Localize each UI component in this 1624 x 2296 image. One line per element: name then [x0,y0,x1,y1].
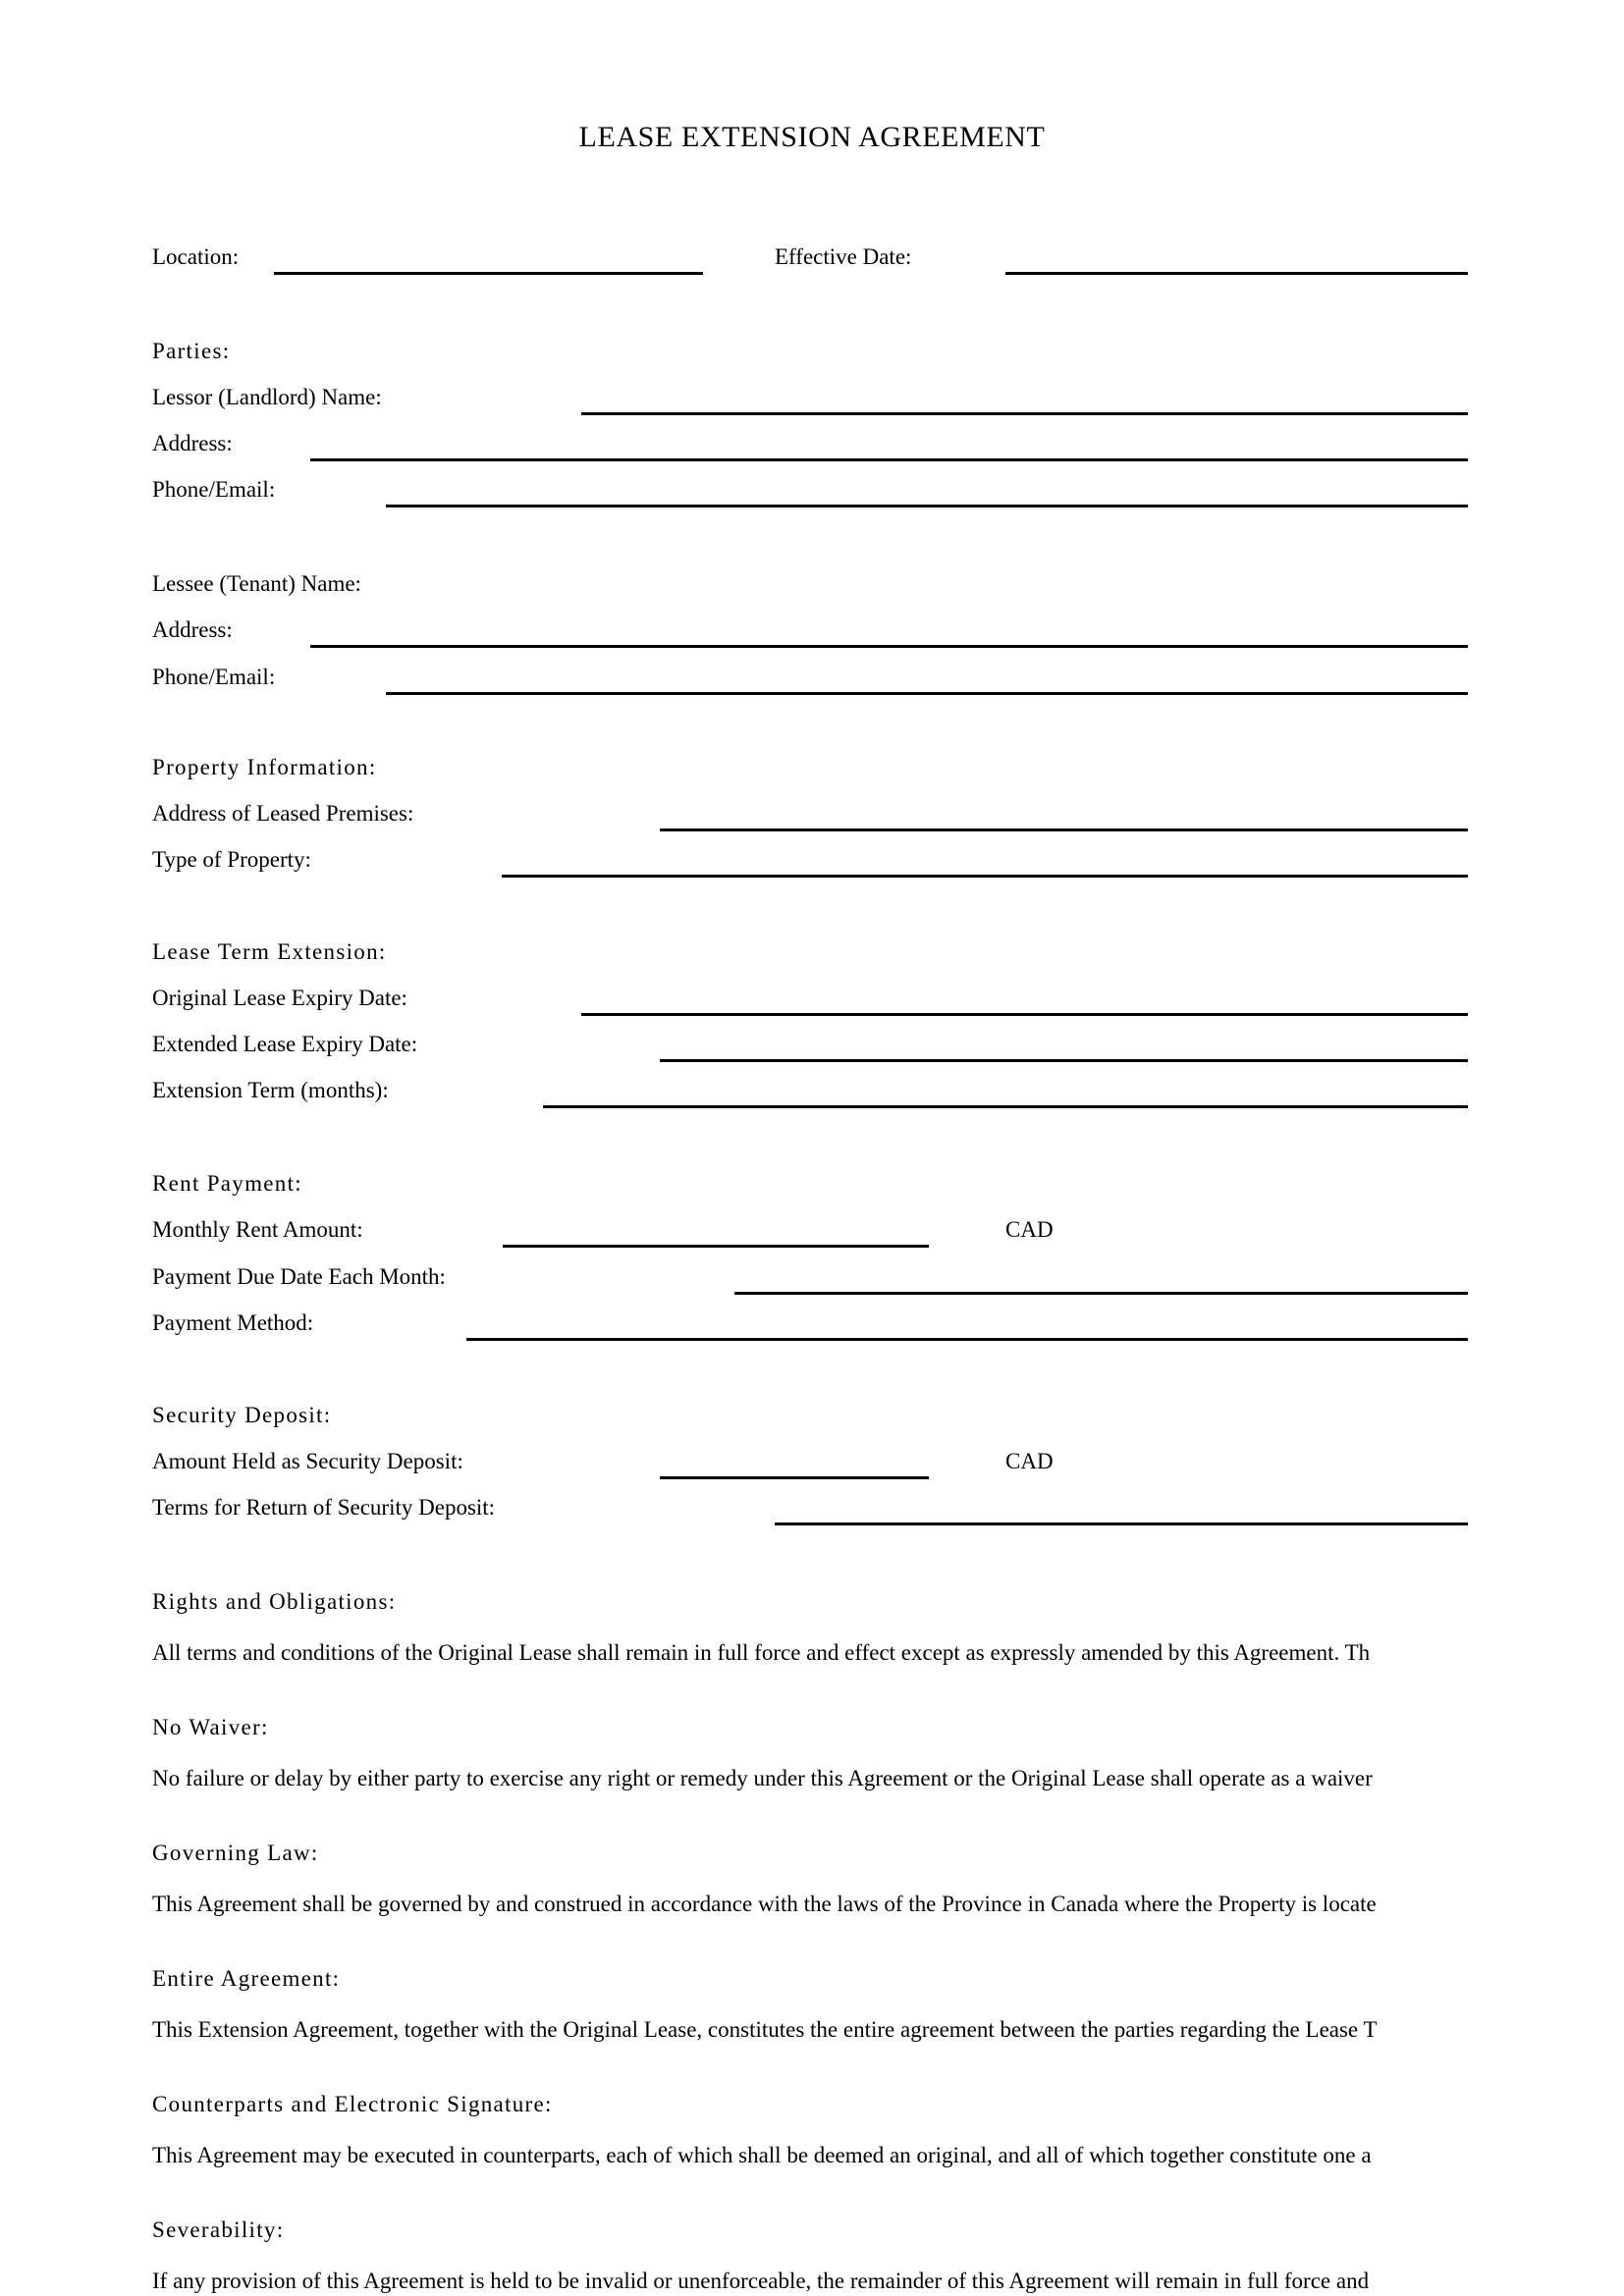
lessee-address-input-rule[interactable] [310,645,1468,648]
lessor-phone-email-input-rule[interactable] [386,505,1468,507]
lessee-name-label: Lessee (Tenant) Name: [152,571,361,596]
lessee-phone-email-label: Phone/Email: [152,665,276,689]
security-deposit-amount-label: Amount Held as Security Deposit: [152,1449,463,1473]
clause-heading-rights-and-obligations: Rights and Obligations: [152,1589,397,1614]
payment-due-date-input-rule[interactable] [734,1292,1468,1295]
clause-heading-no-waiver: No Waiver: [152,1715,269,1739]
clause-heading-severability: Severability: [152,2217,285,2242]
leased-premises-address-label: Address of Leased Premises: [152,801,414,826]
security-deposit-heading: Security Deposit: [152,1403,332,1427]
rent-payment-heading: Rent Payment: [152,1171,302,1196]
extended-lease-expiry-input-rule[interactable] [660,1059,1468,1062]
original-lease-expiry-input-rule[interactable] [581,1013,1468,1016]
lessor-name-input-rule[interactable] [581,412,1468,415]
security-deposit-return-terms-label: Terms for Return of Security Deposit: [152,1495,496,1520]
type-of-property-label: Type of Property: [152,847,311,872]
location-label: Location: [152,244,240,269]
clause-body-counterparts-and-electronic-signature: This Agreement may be executed in counterparts, each of which shall be deemed an original, and all of which together constitute one a [152,2143,1372,2167]
extension-term-input-rule[interactable] [543,1105,1468,1108]
lessee-phone-email-input-rule[interactable] [386,692,1468,695]
lessor-address-input-rule[interactable] [310,458,1468,461]
page-title: LEASE EXTENSION AGREEMENT [578,121,1046,153]
lease-term-extension-heading: Lease Term Extension: [152,939,387,964]
security-deposit-currency-label: CAD [1005,1449,1054,1473]
payment-method-input-rule[interactable] [466,1338,1468,1341]
monthly-rent-input-rule[interactable] [503,1245,929,1248]
lessee-address-label: Address: [152,617,233,642]
monthly-rent-currency-label: CAD [1005,1217,1054,1242]
clause-body-severability: If any provision of this Agreement is held to be invalid or unenforceable, the remainder of this Agreement will remain in full force and [152,2269,1370,2293]
parties-heading: Parties: [152,339,231,363]
lessor-name-label: Lessor (Landlord) Name: [152,385,382,409]
monthly-rent-label: Monthly Rent Amount: [152,1217,363,1242]
original-lease-expiry-label: Original Lease Expiry Date: [152,986,407,1010]
effective-date-label: Effective Date: [775,244,912,269]
payment-due-date-label: Payment Due Date Each Month: [152,1264,446,1289]
property-information-heading: Property Information: [152,755,377,779]
location-input-rule[interactable] [274,272,703,275]
extension-term-label: Extension Term (months): [152,1078,389,1102]
effective-date-input-rule[interactable] [1005,272,1468,275]
clause-body-no-waiver: No failure or delay by either party to exercise any right or remedy under this Agreement or the Original Lease shall operate as a waiver [152,1766,1373,1790]
clause-body-governing-law: This Agreement shall be governed by and construed in accordance with the laws of the Province in Canada where the Property is locate [152,1892,1377,1916]
clause-body-entire-agreement: This Extension Agreement, together with the Original Lease, constitutes the entire agreement between the parties regarding the Lease T [152,2017,1378,2042]
security-deposit-return-terms-input-rule[interactable] [775,1522,1468,1525]
security-deposit-amount-input-rule[interactable] [660,1476,929,1479]
clause-heading-entire-agreement: Entire Agreement: [152,1966,341,1991]
payment-method-label: Payment Method: [152,1310,314,1335]
clause-body-rights-and-obligations: All terms and conditions of the Original Lease shall remain in full force and effect except as expressly amended by this Agreement. Th [152,1640,1371,1665]
lessor-address-label: Address: [152,431,233,455]
clause-heading-governing-law: Governing Law: [152,1841,319,1865]
lessor-phone-email-label: Phone/Email: [152,477,276,502]
type-of-property-input-rule[interactable] [502,875,1468,878]
extended-lease-expiry-label: Extended Lease Expiry Date: [152,1032,418,1056]
clause-heading-counterparts-and-electronic-signature: Counterparts and Electronic Signature: [152,2092,553,2116]
leased-premises-address-input-rule[interactable] [660,828,1468,831]
